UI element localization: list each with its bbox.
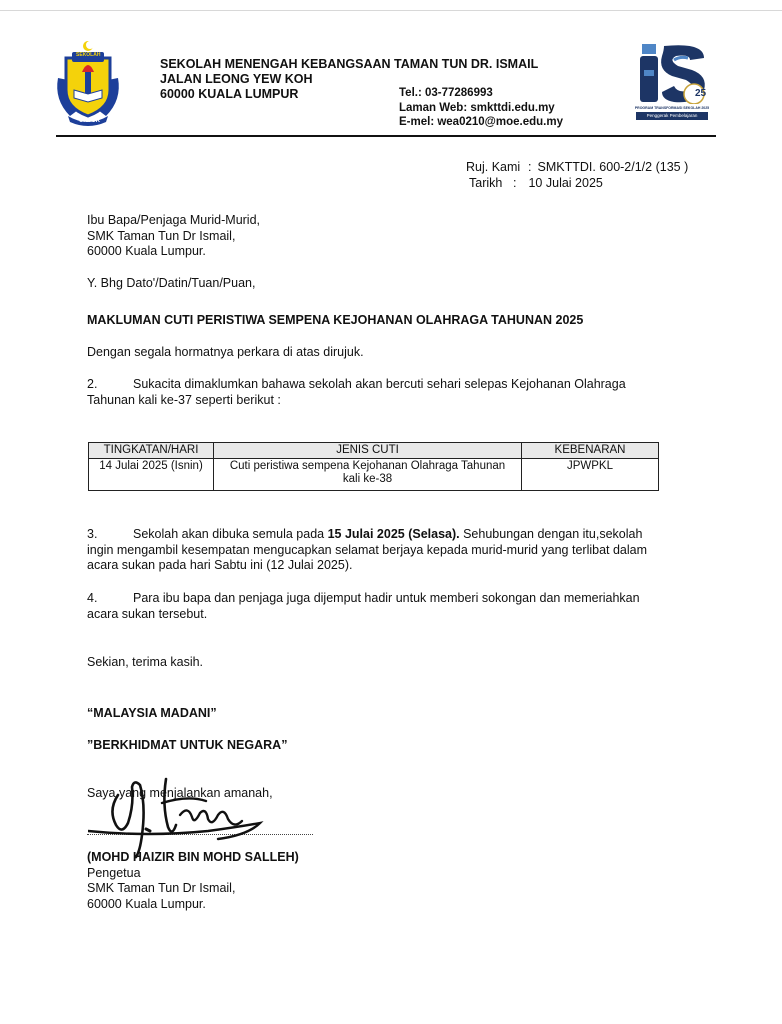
reference-block (466, 160, 688, 191)
para4-number: 4. (87, 591, 98, 605)
school-web: Laman Web: smkttdi.edu.my (399, 101, 555, 114)
school-address-line2: 60000 KUALA LUMPUR (160, 87, 299, 101)
recipient-line2: SMK Taman Tun Dr Ismail, (87, 228, 236, 243)
ref-ruj-label: Ruj. Kami (466, 160, 521, 174)
para2-line1: Sukacita dimaklumkan bahawa sekolah akan bercuti sehari selepas Kejohanan Olahraga (133, 377, 626, 391)
signatory-city: 60000 Kuala Lumpur. (87, 896, 206, 911)
header-tingkatan-hari: TINGKATAN/HARI (89, 443, 214, 459)
ref-tarikh-row: Tarikh : 10 Julai 2025 (469, 175, 603, 190)
para2-line2: Tahunan kali ke-37 seperti berikut : (87, 392, 281, 407)
page-top-border (0, 10, 782, 11)
handwritten-signature (88, 765, 288, 860)
cell-jenis-cuti (214, 459, 522, 491)
cell-jenis-line2: kali ke-38 (342, 473, 393, 485)
motto-malaysia-madani: “MALAYSIA MADANI” (87, 706, 217, 720)
sign-intro: Saya yang menjalankan amanah, (87, 786, 273, 800)
ref-ruj-value: SMKTTDI. 600-2/1/2 (135 ) (537, 160, 689, 174)
paragraph-4 (87, 591, 737, 622)
para3-post: Sehubungan dengan itu,sekolah (459, 527, 643, 541)
recipient-line3: 60000 Kuala Lumpur. (87, 244, 206, 258)
motto-berkhidmat: ”BERKHIDMAT UNTUK NEGARA” (87, 738, 288, 752)
cell-kebenaran: JPWPKL (522, 459, 659, 491)
para3-pre: Sekolah akan dibuka semula pada (133, 527, 328, 541)
letterhead-contact (399, 86, 563, 130)
logo-number: 25 (695, 88, 707, 99)
school-crest-logo (52, 38, 124, 126)
opening-line: Dengan segala hormatnya perkara di atas dirujuk. (87, 345, 364, 359)
recipient-line1: Ibu Bapa/Penjaga Murid-Murid, (87, 213, 261, 227)
para3-line3: acara sukan pada hari Sabtu ini (12 Julai 2025). (87, 558, 353, 572)
ref-tarikh-value: 10 Julai 2025 (528, 175, 603, 190)
paragraph-3 (87, 527, 737, 574)
salutation: Y. Bhg Dato'/Datin/Tuan/Puan, (87, 276, 256, 290)
signatory-name: (MOHD HAIZIR BIN MOHD SALLEH) (87, 850, 299, 864)
cell-jenis-line1: Cuti peristiwa sempena Kejohanan Olahraga Tahunan (229, 460, 506, 472)
para3-bold-date: 15 Julai 2025 (Selasa). (327, 527, 460, 541)
para4-line1: Para ibu bapa dan penjaga juga dijemput hadir untuk memberi sokongan dan memeriahkan (133, 591, 640, 605)
crest-top-text: SEKOLAH (76, 52, 101, 58)
cell-hari: 14 Julai 2025 (Isnin) (89, 459, 214, 491)
school-name: SEKOLAH MENENGAH KEBANGSAAN TAMAN TUN DR. ISMAIL (160, 57, 539, 71)
signatory-org: SMK Taman Tun Dr Ismail, (87, 881, 236, 895)
header-kebenaran: KEBENARAN (522, 443, 659, 459)
para4-line2: acara sukan tersebut. (87, 606, 208, 621)
table-header-row (89, 443, 659, 459)
letter-subject: MAKLUMAN CUTI PERISTIWA SEMPENA KEJOHANAN OLAHRAGA TAHUNAN 2025 (87, 313, 584, 327)
para2-number: 2. (87, 377, 98, 391)
school-email: E-mel: wea0210@moe.edu.my (399, 116, 563, 128)
closing-line: Sekian, terima kasih. (87, 655, 204, 669)
header-jenis-cuti: JENIS CUTI (214, 443, 522, 459)
school-tel: Tel.: 03-77286993 (399, 87, 493, 99)
para3-line2: ingin mengambil kesempatan mengucapkan selamat berjaya kepada murid-murid yang terlibat dalam (87, 542, 648, 557)
letterhead-divider (56, 135, 716, 137)
crest-band-text: UNTUK (79, 118, 100, 124)
recipient-block (87, 213, 260, 260)
ref-tarikh-label: Tarikh (469, 175, 503, 190)
holiday-table (88, 442, 659, 491)
ref-ruj-row: Ruj. Kami : SMKTTDI. 600-2/1/2 (135 ) (466, 160, 689, 174)
para3-number: 3. (87, 527, 98, 541)
signatory-block (87, 850, 299, 912)
signatory-title: Pengetua (87, 865, 141, 880)
logo-caption-tagline: Penggerak Pembelajaran Bermakna (636, 112, 708, 120)
transformation-program-logo (634, 42, 710, 124)
table-row (89, 459, 659, 491)
school-address-line1: JALAN LEONG YEW KOH (160, 72, 313, 86)
logo-caption-program: PROGRAM TRANSFORMASI SEKOLAH 2025 (634, 106, 710, 110)
paragraph-2 (87, 377, 727, 408)
